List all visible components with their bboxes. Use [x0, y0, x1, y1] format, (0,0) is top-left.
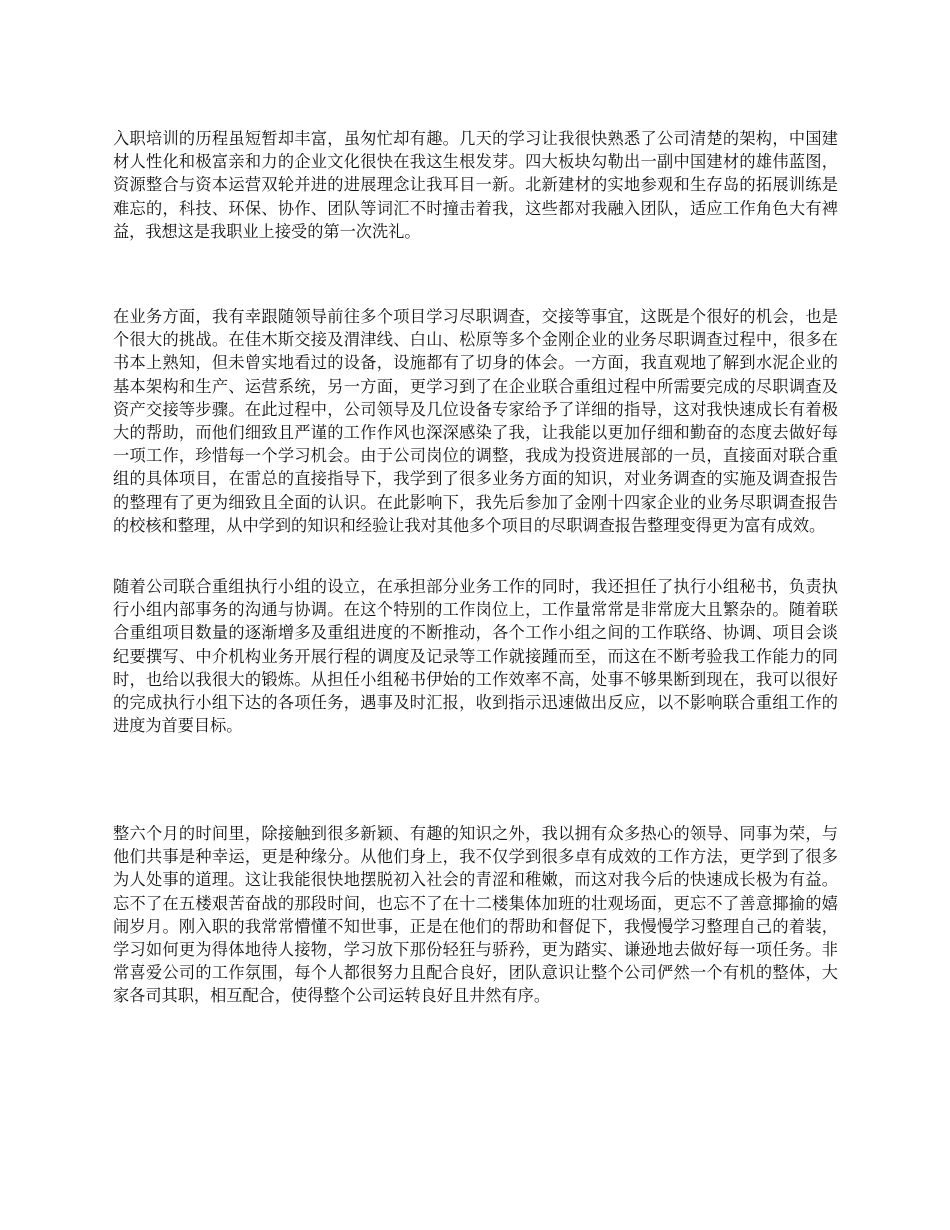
paragraph-orientation-training: 入职培训的历程虽短暂却丰富，虽匆忙却有趣。几天的学习让我很快熟悉了公司清楚的架构，中国建材人性化和极富亲和力的企业文化很快在我这生根发芽。四大板块勾勒出一副中国建材的雄伟蓝图，资源整合与资本运营双轮并进的进展理念让我耳目一新。北新建材的实地参观和生存岛的拓展训练是难忘的，科技、环保、协作、团队等词汇不时撞击着我，这些都对我融入团队，适应工作角色大有裨益，我想这是我职业上接受的第一次洗礼。 [113, 129, 838, 241]
paragraph-colleagues-and-growth: 整六个月的时间里，除接触到很多新颖、有趣的知识之外，我以拥有众多热心的领导、同事为荣，与他们共事是种幸运，更是种缘分。从他们身上，我不仅学到很多卓有成效的工作方法，更学到了很多为人处事的道理。这让我能很快地摆脱初入社会的青涩和稚嫩，而这对我今后的快速成长极为有益。忘不了在五楼艰苦奋战的那段时间，也忘不了在十二楼集体加班的壮观场面，更忘不了善意揶揄的嬉闹岁月。刚入职的我常常懵懂不知世事，正是在他们的帮助和督促下，我慢慢学习整理自己的着装，学习如何更为得体地待人接物，学习放下那份轻狂与骄矜，更为踏实、谦逊地去做好每一项任务。非常喜爱公司的工作氛围，每个人都很努力且配合良好，团队意识让整个公司俨然一个有机的整体，大家各司其职，相互配合，使得整个公司运转良好且井然有序。 [113, 824, 838, 1006]
paragraph-due-diligence-work: 在业务方面，我有幸跟随领导前往多个项目学习尽职调查，交接等事宜，这既是个很好的机会，也是个很大的挑战。在佳木斯交接及渭津线、白山、松原等多个金刚企业的业务尽职调查过程中，很多在书本上熟知，但未曾实地看过的设备，设施都有了切身的体会。一方面，我直观地了解到水泥企业的基本架构和生产、运营系统，另一方面，更学习到了在企业联合重组过程中所需要完成的尽职调查及资产交接等步骤。在此过程中，公司领导及几位设备专家给予了详细的指导，这对我快速成长有着极大的帮助，而他们细致且严谨的工作作风也深深感染了我，让我能以更加仔细和勤奋的态度去做好每一项工作，珍惜每一个学习机会。由于公司岗位的调整，我成为投资进展部的一员，直接面对联合重组的具体项目，在雷总的直接指导下，我学到了很多业务方面的知识，对业务调查的实施及调查报告的整理有了更为细致且全面的认识。在此影响下，我先后参加了金刚十四家企业的业务尽职调查报告的校核和整理，从中学到的知识和经验让我对其他多个项目的尽职调查报告整理变得更为富有成效。 [113, 307, 838, 535]
paragraph-executive-group-secretary: 随着公司联合重组执行小组的设立，在承担部分业务工作的同时，我还担任了执行小组秘书，负责执行小组内部事务的沟通与协调。在这个特别的工作岗位上，工作量常常是非常庞大且繁杂的。随着联合重组项目数量的逐渐增多及重组进度的不断推动，各个工作小组之间的工作联络、协调、项目会谈纪要撰写、中介机构业务开展行程的调度及记录等工作就接踵而至，而这在不断考验我工作能力的同时，也给以我很大的锻炼。从担任小组秘书伊始的工作效率不高，处事不够果断到现在，我可以很好的完成执行小组下达的各项任务，遇事及时汇报，收到指示迅速做出反应，以不影响联合重组工作的进度为首要目标。 [113, 577, 838, 736]
